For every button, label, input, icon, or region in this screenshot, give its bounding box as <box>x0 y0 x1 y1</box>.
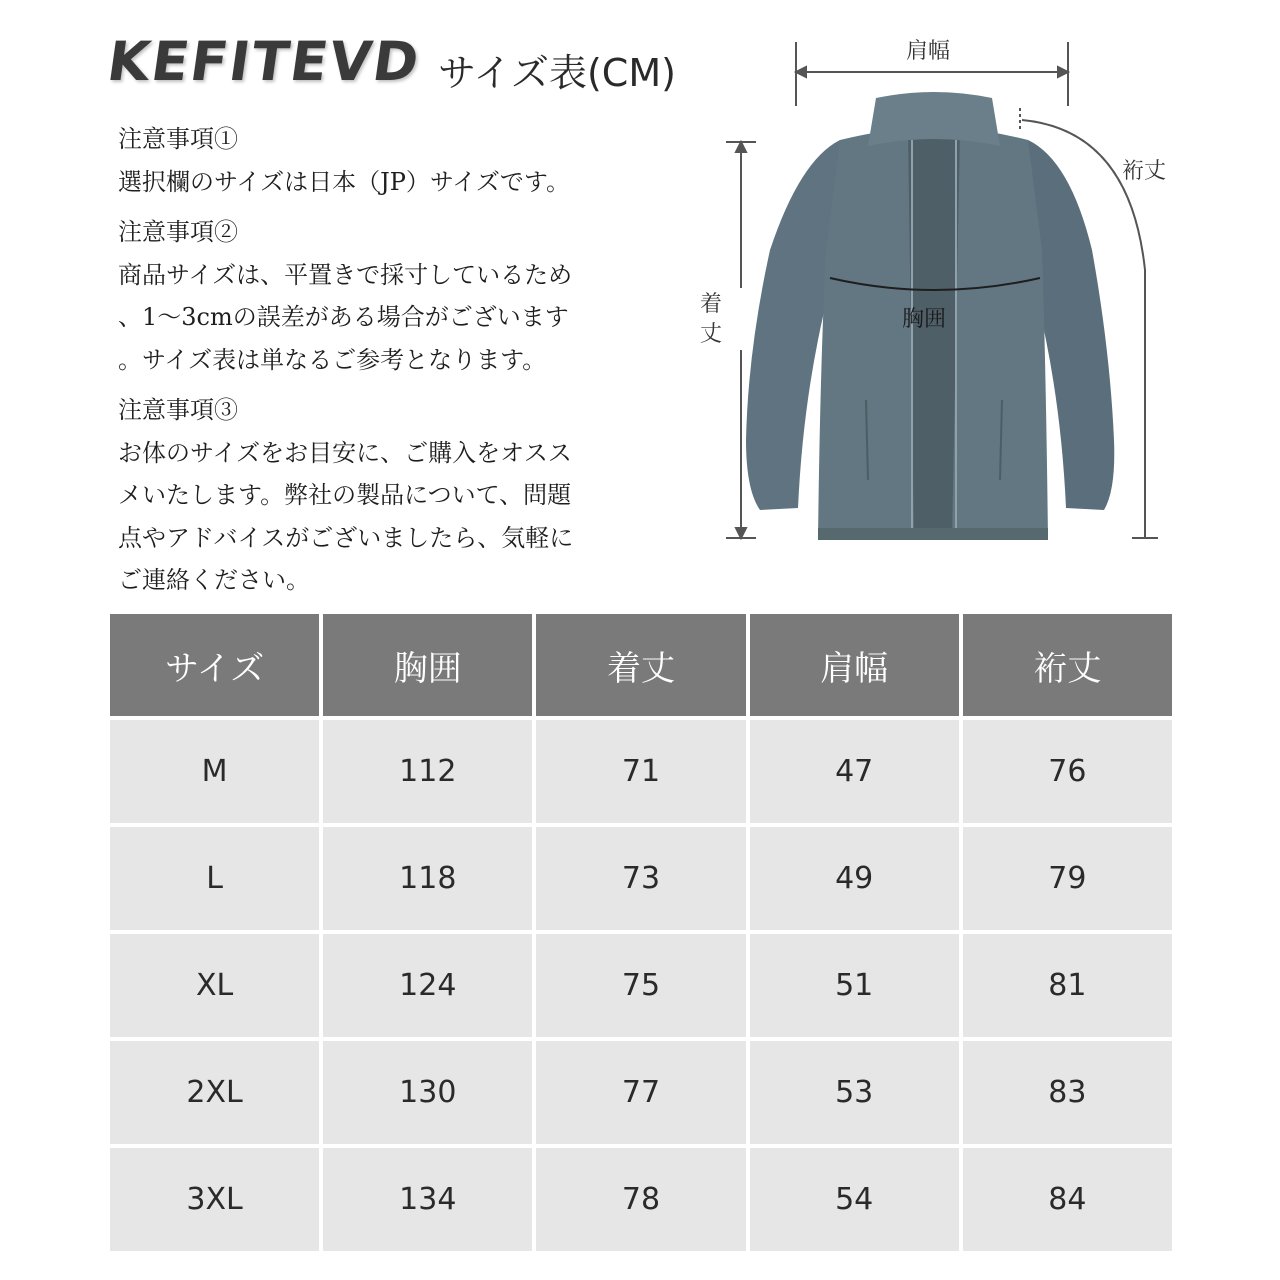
note-line: 点やアドバイスがございましたら、気軽に <box>118 523 574 552</box>
note-line: お体のサイズをお目安に、ご購入をオスス <box>118 438 572 467</box>
table-row <box>110 1041 1172 1144</box>
body-length-label: 着丈 <box>699 292 722 347</box>
table-cell: 78 <box>536 1148 745 1251</box>
sleeve-length-label: 裄丈 <box>1122 159 1167 184</box>
jacket-svg <box>690 20 1210 580</box>
table-row <box>110 934 1172 1037</box>
jacket-measurement-diagram <box>690 20 1210 580</box>
table-cell: 53 <box>750 1041 959 1144</box>
table-header-row <box>110 614 1172 716</box>
table-cell: L <box>110 827 319 930</box>
table-cell: 84 <box>963 1148 1172 1251</box>
table-cell: 3XL <box>110 1148 319 1251</box>
table-cell: 73 <box>536 827 745 930</box>
table-cell: 49 <box>750 827 959 930</box>
table-cell: 71 <box>536 720 745 823</box>
table-cell: M <box>110 720 319 823</box>
table-cell: 130 <box>323 1041 532 1144</box>
table-cell: 76 <box>963 720 1172 823</box>
table-cell: 83 <box>963 1041 1172 1144</box>
header-chest: 胸囲 <box>323 614 532 716</box>
table-cell: 51 <box>750 934 959 1037</box>
note-line: 選択欄のサイズは日本（JP）サイズです。 <box>118 167 571 196</box>
table-cell: 54 <box>750 1148 959 1251</box>
note-line: 。サイズ表は単なるご参考となります。 <box>118 345 547 374</box>
header-sleeve: 裄丈 <box>963 614 1172 716</box>
table-cell: 75 <box>536 934 745 1037</box>
table-cell: 79 <box>963 827 1172 930</box>
table-cell: XL <box>110 934 319 1037</box>
note-line: 商品サイズは、平置きで採寸しているため <box>118 260 573 289</box>
table-cell: 124 <box>323 934 532 1037</box>
note-2 <box>118 211 678 381</box>
note-heading: 注意事項① <box>118 125 238 153</box>
note-line: 、1～3cmの誤差がある場合がございます <box>118 303 569 331</box>
header-size: サイズ <box>110 614 319 716</box>
header-length: 着丈 <box>536 614 745 716</box>
note-1 <box>118 118 678 203</box>
note-heading: 注意事項③ <box>118 396 238 424</box>
notes-section <box>118 118 678 602</box>
table-row <box>110 720 1172 823</box>
note-3 <box>118 389 678 602</box>
table-cell: 77 <box>536 1041 745 1144</box>
size-table <box>106 610 1176 1255</box>
table-cell: 2XL <box>110 1041 319 1144</box>
shoulder-width-label: 肩幅 <box>906 39 951 64</box>
table-cell: 112 <box>323 720 532 823</box>
chest-label: 胸囲 <box>902 307 947 332</box>
table-row <box>110 1148 1172 1251</box>
note-heading: 注意事項② <box>118 218 238 246</box>
header-shoulder: 肩幅 <box>750 614 959 716</box>
size-chart-title: サイズ表(CM) <box>438 51 676 95</box>
table-cell: 81 <box>963 934 1172 1037</box>
note-line: ご連絡ください。 <box>118 566 310 594</box>
table-cell: 47 <box>750 720 959 823</box>
brand-logo: KEFITEVD <box>103 30 425 93</box>
table-row <box>110 827 1172 930</box>
table-cell: 134 <box>323 1148 532 1251</box>
table-cell: 118 <box>323 827 532 930</box>
note-line: メいたします。弊社の製品について、問題 <box>118 481 572 509</box>
